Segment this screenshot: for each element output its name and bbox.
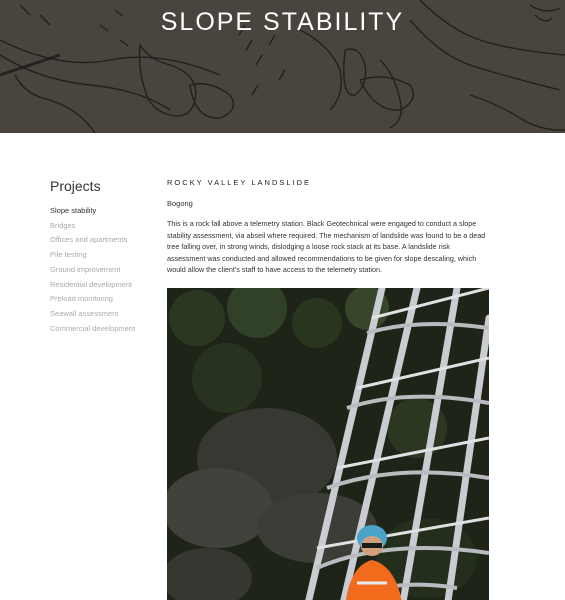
sidebar-item-commercial-development[interactable]: Commercial development [50, 323, 136, 333]
page-title: SLOPE STABILITY [160, 8, 405, 36]
sidebar-item-residential-development[interactable]: Residential development [50, 279, 133, 289]
projects-sidebar [50, 178, 160, 336]
project-content [167, 178, 490, 276]
sidebar-item-pile-testing[interactable]: Pile testing [50, 250, 87, 260]
sidebar-item-slope-stability[interactable]: Slope stability [50, 206, 97, 215]
sidebar-item-ground-improvement[interactable]: Ground improvement [50, 264, 121, 274]
sidebar-item-offices-and-apartments[interactable]: Offices and apartments [50, 235, 128, 245]
project-location: Bogong [167, 199, 193, 208]
sidebar-item-bridges[interactable]: Bridges [50, 220, 76, 230]
sidebar-heading: Projects [50, 178, 101, 194]
hero-banner [0, 0, 565, 133]
project-photo [167, 288, 489, 600]
project-description: This is a rock fall above a telemetry station. Black Geotechnical were engaged to conduct a slope stability assessment, via abseil where required. The mechanism of landslide was found to be a dead tree falling over, in strong winds, dislodging a loose rock stack at its base. A landslide risk assessment was conducted and allowed recommendations to be given for slope descaling, which would allow the client's staff to have access to the telemetry station. [167, 219, 486, 275]
sidebar-item-preload-monitoring[interactable]: Preload monitoring [50, 294, 113, 304]
photo-illustration [167, 288, 489, 600]
sidebar-list [50, 204, 160, 336]
project-title: ROCKY VALLEY LANDSLIDE [167, 178, 312, 187]
sidebar-item-seawall-assessment[interactable]: Seawall assessment [50, 308, 119, 318]
